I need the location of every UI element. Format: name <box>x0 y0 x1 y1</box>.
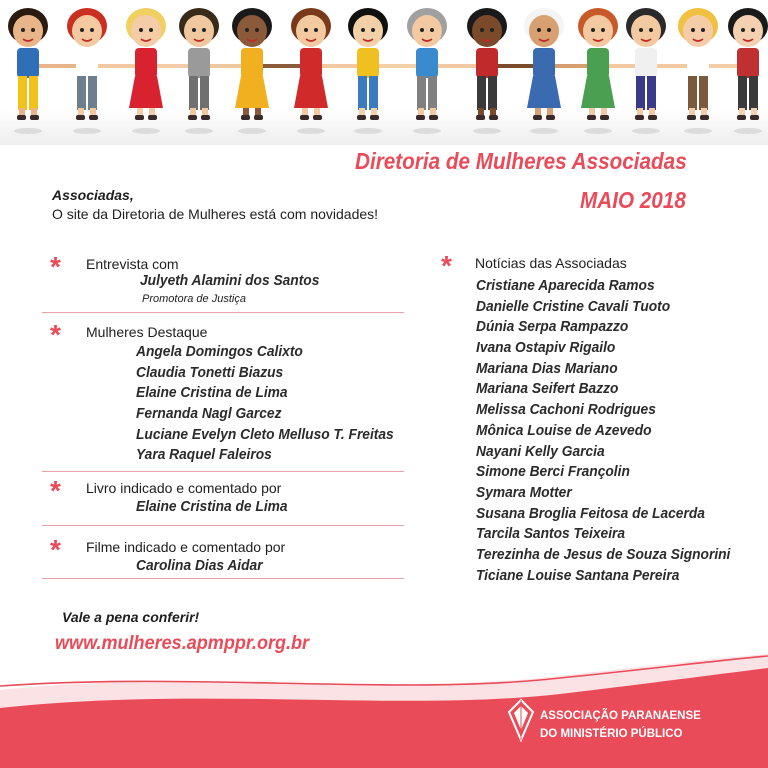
shoe-mark <box>750 115 759 120</box>
eye-mark <box>547 28 551 32</box>
leg-mark <box>647 76 656 110</box>
shin-mark <box>31 108 37 116</box>
torso-mark <box>587 48 609 78</box>
book-commenter-name: Elaine Cristina de Lima <box>136 499 288 515</box>
torso-mark <box>188 48 210 78</box>
reflection-mark <box>238 128 266 134</box>
eye-mark <box>490 28 494 32</box>
eye-mark <box>192 28 196 32</box>
shoe-mark <box>254 115 263 120</box>
face-mark <box>296 15 326 47</box>
leg-mark <box>738 76 747 110</box>
interview-label: Entrevista com <box>86 256 179 272</box>
shin-mark <box>255 108 261 116</box>
shoe-mark <box>89 115 98 120</box>
face-mark <box>529 15 559 47</box>
highlight-name: Yara Raquel Faleiros <box>136 447 272 463</box>
shoe-mark <box>546 115 555 120</box>
highlight-name: Luciane Evelyn Cleto Melluso T. Freitas <box>136 427 394 443</box>
reflection-mark <box>734 128 762 134</box>
leg-mark <box>88 76 97 110</box>
face-mark <box>13 15 43 47</box>
shoe-mark <box>300 115 309 120</box>
leg-mark <box>189 76 198 110</box>
torso-mark <box>357 48 379 78</box>
shoe-mark <box>737 115 746 120</box>
eye-mark <box>480 28 484 32</box>
torso-mark <box>416 48 438 78</box>
eye-mark <box>80 28 84 32</box>
film-commenter-name: Carolina Dias Aidar <box>136 558 263 574</box>
face-mark <box>237 15 267 47</box>
list-item: Cristiane Aparecida Ramos <box>476 278 655 294</box>
apmp-logo-icon <box>507 698 535 742</box>
highlight-name: Claudia Tonetti Biazus <box>136 365 284 381</box>
shin-mark <box>137 108 143 116</box>
shoe-mark <box>416 115 425 120</box>
shoe-mark <box>188 115 197 120</box>
leg-mark <box>369 76 378 110</box>
skirt-mark <box>527 76 561 108</box>
list-item: Ivana Ostapiv Rigailo <box>476 340 616 357</box>
shoe-mark <box>241 115 250 120</box>
eye-mark <box>751 28 755 32</box>
leg-mark <box>200 76 209 110</box>
shoe-mark <box>600 115 609 120</box>
eye-mark <box>202 28 206 32</box>
page-title: Diretoria de Mulheres Associadas <box>355 148 687 174</box>
face-mark <box>131 15 161 47</box>
list-item: Symara Motter <box>476 484 572 501</box>
org-name-line1: ASSOCIAÇÃO PARANAENSE <box>540 710 701 722</box>
month-label: MAIO 2018 <box>580 187 686 213</box>
leg-mark <box>29 76 38 110</box>
list-item: Susana Broglia Feitosa de Lacerda <box>476 505 705 522</box>
skirt-mark <box>581 76 615 108</box>
face-mark <box>733 15 763 47</box>
eye-mark <box>639 28 643 32</box>
list-item: Tarcila Santos Teixeira <box>476 526 626 543</box>
highlight-name: Angela Domingos Calixto <box>136 344 303 360</box>
leg-mark <box>428 76 437 110</box>
shin-mark <box>302 108 308 116</box>
eye-mark <box>691 28 695 32</box>
shin-mark <box>430 108 436 116</box>
eye-mark <box>21 28 25 32</box>
skirt-mark <box>294 76 328 108</box>
skirt-mark <box>129 76 163 108</box>
list-item: Simone Berci Françolin <box>476 464 630 481</box>
shin-mark <box>19 108 25 116</box>
torso-mark <box>76 48 98 78</box>
list-item: Mariana Seifert Bazzo <box>476 381 619 398</box>
shoe-mark <box>148 115 157 120</box>
leg-mark <box>636 76 645 110</box>
reflection-mark <box>584 128 612 134</box>
eye-mark <box>537 28 541 32</box>
eye-mark <box>31 28 35 32</box>
torso-mark <box>635 48 657 78</box>
asterisk-icon: * <box>50 251 61 282</box>
shoe-mark <box>700 115 709 120</box>
shin-mark <box>739 108 745 116</box>
shin-mark <box>490 108 496 116</box>
eye-mark <box>741 28 745 32</box>
section-divider <box>42 471 404 472</box>
reflection-mark <box>684 128 712 134</box>
shoe-mark <box>17 115 26 120</box>
eye-mark <box>591 28 595 32</box>
shin-mark <box>547 108 553 116</box>
face-mark <box>631 15 661 47</box>
asterisk-icon: * <box>50 475 61 506</box>
shin-mark <box>637 108 643 116</box>
eye-mark <box>255 28 259 32</box>
list-item: Melissa Cachoni Rodrigues <box>476 402 656 419</box>
torso-mark <box>241 48 263 78</box>
shoe-mark <box>30 115 39 120</box>
eye-mark <box>245 28 249 32</box>
banner-illustration <box>0 0 768 145</box>
shin-mark <box>589 108 595 116</box>
shoe-mark <box>489 115 498 120</box>
shoe-mark <box>476 115 485 120</box>
torso-mark <box>135 48 157 78</box>
skirt-mark <box>235 76 269 108</box>
asterisk-icon: * <box>441 250 452 281</box>
greeting-salutation: Associadas, <box>52 187 134 203</box>
asterisk-icon: * <box>50 534 61 565</box>
highlight-name: Elaine Cristina de Lima <box>136 385 288 401</box>
eye-mark <box>430 28 434 32</box>
shin-mark <box>202 108 208 116</box>
eye-mark <box>420 28 424 32</box>
leg-mark <box>477 76 486 110</box>
face-mark <box>72 15 102 47</box>
reflection-mark <box>632 128 660 134</box>
interview-role: Promotora de Justiça <box>142 293 246 305</box>
eye-mark <box>361 28 365 32</box>
list-item: Nayani Kelly Garcia <box>476 443 605 460</box>
reflection-mark <box>185 128 213 134</box>
reflection-mark <box>413 128 441 134</box>
greeting-message: O site da Diretoria de Mulheres está com novidades! <box>52 206 379 222</box>
shoe-mark <box>370 115 379 120</box>
list-item: Danielle Cristine Cavali Tuoto <box>476 298 671 315</box>
shin-mark <box>478 108 484 116</box>
shoe-mark <box>135 115 144 120</box>
shoe-mark <box>587 115 596 120</box>
shin-mark <box>701 108 707 116</box>
eye-mark <box>371 28 375 32</box>
org-name-line2: DO MINISTÉRIO PÚBLICO <box>540 728 683 740</box>
torso-mark <box>687 48 709 78</box>
torso-mark <box>476 48 498 78</box>
news-label: Notícias das Associadas <box>475 255 627 271</box>
call-to-action: Vale a pena conferir! <box>62 609 200 625</box>
women-holding-hands-illustration <box>0 0 768 145</box>
eye-mark <box>601 28 605 32</box>
shin-mark <box>689 108 695 116</box>
eye-mark <box>649 28 653 32</box>
shin-mark <box>359 108 365 116</box>
shin-mark <box>314 108 320 116</box>
face-mark <box>353 15 383 47</box>
leg-mark <box>417 76 426 110</box>
torso-mark <box>533 48 555 78</box>
shoe-mark <box>635 115 644 120</box>
list-item: Mônica Louise de Azevedo <box>476 422 652 439</box>
list-item: Ticiane Louise Santana Pereira <box>476 567 680 584</box>
news-names-list <box>476 278 744 588</box>
face-mark <box>472 15 502 47</box>
shoe-mark <box>533 115 542 120</box>
eye-mark <box>149 28 153 32</box>
shoe-mark <box>429 115 438 120</box>
eye-mark <box>90 28 94 32</box>
leg-mark <box>18 76 27 110</box>
shoe-mark <box>76 115 85 120</box>
shin-mark <box>149 108 155 116</box>
leg-mark <box>488 76 497 110</box>
asterisk-icon: * <box>50 319 61 350</box>
leg-mark <box>688 76 697 110</box>
interview-name: Julyeth Alamini dos Santos <box>140 273 320 289</box>
shoe-mark <box>687 115 696 120</box>
leg-mark <box>358 76 367 110</box>
book-label: Livro indicado e comentado por <box>86 480 282 496</box>
leg-mark <box>77 76 86 110</box>
shin-mark <box>190 108 196 116</box>
leg-mark <box>749 76 758 110</box>
face-mark <box>184 15 214 47</box>
torso-mark <box>300 48 322 78</box>
website-link[interactable]: www.mulheres.apmppr.org.br <box>55 633 310 654</box>
reflection-mark <box>354 128 382 134</box>
face-mark <box>583 15 613 47</box>
shin-mark <box>243 108 249 116</box>
reflection-mark <box>14 128 42 134</box>
reflection-mark <box>530 128 558 134</box>
eye-mark <box>139 28 143 32</box>
list-item: Terezinha de Jesus de Souza Signorini <box>476 546 731 563</box>
shin-mark <box>601 108 607 116</box>
highlights-label: Mulheres Destaque <box>86 324 208 340</box>
torso-mark <box>17 48 39 78</box>
torso-mark <box>737 48 759 78</box>
footer-wave <box>0 650 768 768</box>
shin-mark <box>751 108 757 116</box>
list-item: Dúnia Serpa Rampazzo <box>476 319 629 336</box>
eye-mark <box>304 28 308 32</box>
eye-mark <box>314 28 318 32</box>
reflection-mark <box>73 128 101 134</box>
shoe-mark <box>648 115 657 120</box>
highlight-name: Fernanda Nagl Garcez <box>136 406 282 422</box>
section-divider <box>42 525 404 526</box>
shin-mark <box>371 108 377 116</box>
shin-mark <box>78 108 84 116</box>
shin-mark <box>649 108 655 116</box>
reflection-mark <box>473 128 501 134</box>
eye-mark <box>701 28 705 32</box>
section-divider <box>42 312 404 313</box>
film-label: Filme indicado e comentado por <box>86 539 286 555</box>
list-item: Mariana Dias Mariano <box>476 360 618 377</box>
reflection-mark <box>297 128 325 134</box>
leg-mark <box>699 76 708 110</box>
shoe-mark <box>357 115 366 120</box>
face-mark <box>683 15 713 47</box>
shoe-mark <box>201 115 210 120</box>
shin-mark <box>418 108 424 116</box>
shoe-mark <box>313 115 322 120</box>
shin-mark <box>90 108 96 116</box>
section-divider <box>42 578 404 579</box>
face-mark <box>412 15 442 47</box>
shin-mark <box>535 108 541 116</box>
reflection-mark <box>132 128 160 134</box>
